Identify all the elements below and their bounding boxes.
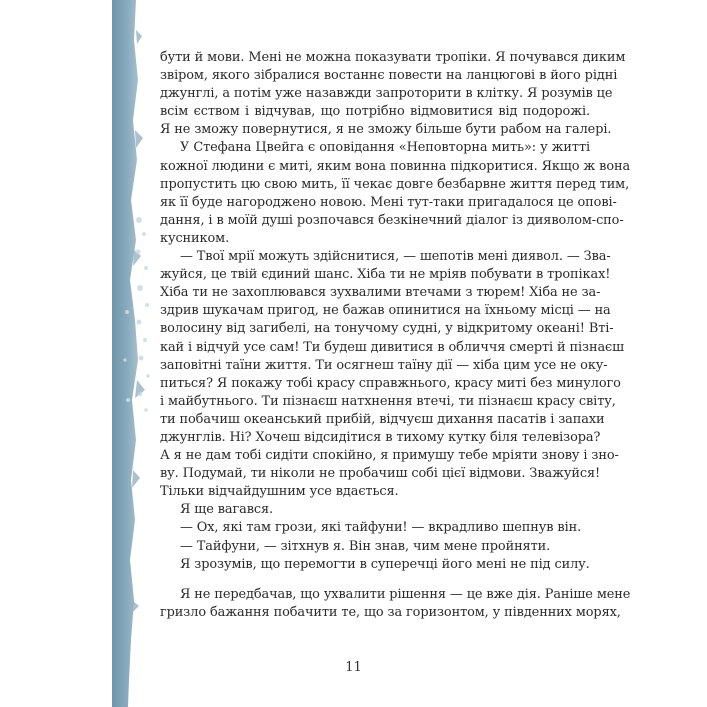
text-line: звіром, якого зібралися востаннє повести на ланцюгові в його рідні <box>160 68 618 84</box>
text-line: волосину від загибелі, на тонучому судні, у відкритому океані! Вті- <box>160 321 614 337</box>
paragraph-first-line: Я ще вагався. <box>180 502 274 518</box>
paragraph-first-line: У Стефана Цвейга є оповідання «Неповторна мить»: у житті <box>180 140 590 156</box>
text-line: пропустить цю свою мить, її чекає довге безбарвне життя перед тим, <box>160 176 630 192</box>
text-line: здрив шукачам пригод, не бажав опинитися на їхньому місці — на <box>160 303 611 319</box>
text-line: Я не зможу повернутися, я не зможу більше бути рабом на галері. <box>160 122 612 138</box>
text-line: Тільки відчайдушним усе вдається. <box>160 484 399 500</box>
text-line: джунглів. Ні? Хочеш відсидітися в тихому кутку біля телевізора? <box>160 429 601 445</box>
paragraph-first-line: — Твої мрії можуть здійснитися, — шепотів мені диявол. — Зва- <box>180 249 611 265</box>
paragraph-first-line: Я не передбачав, що ухвалити рішення — це вже дія. Раніше мене <box>180 586 631 602</box>
text-line: А я не дам тобі сидіти спокійно, я примушу тебе мріяти знову і зно- <box>160 448 619 464</box>
text-line: бути й мови. Мені не можна показувати тропіки. Я почувався диким <box>160 50 626 65</box>
text-line: і майбутнього. Ти пізнаєш натхнення втечі, ти пізнаєш красу світу, <box>160 393 616 409</box>
page-number: 11 <box>345 660 362 675</box>
paragraph-first-line: Я зрозумів, що перемогти в суперечці його мені не під силу. <box>180 556 590 572</box>
section-gap <box>160 574 590 586</box>
text-line: як її буде нагороджено новою. Мені тут-таки пригадалося це опові- <box>160 194 617 210</box>
text-line: ву. Подумай, ти ніколи не пробачиш собі цієї відмови. Зважуйся! <box>160 466 601 482</box>
text-line: всім єством і відчував, що потрібно відмовитися від подорожі. <box>160 104 590 120</box>
text-line: питься? Я покажу тобі красу справжнього, красу миті без минулого <box>160 375 621 391</box>
paragraph-first-line: — Ох, які там грози, які тайфуни! — вкрадливо шепнув він. <box>180 520 582 536</box>
text-line: кай і відчуй усе сам! Ти будеш дивитися в обличчя смерті й пізнаєш <box>160 339 625 355</box>
text-line: ти побачиш океанський прибій, відчуєш дихання пасатів і запахи <box>160 411 605 427</box>
body-text <box>160 49 631 622</box>
text-line: гризло бажання побачити те, що за горизонтом, у південних морях, <box>160 604 621 620</box>
text-line: дання, і в моїй душі розпочався безкінечний діалог із дияволом-спо- <box>160 212 624 228</box>
paragraph-first-line: — Тайфуни, — зітхнув я. Він знав, чим мене пройняти. <box>180 538 551 554</box>
text-line: жуйся, це твій єдиний шанс. Хіба ти не мріяв побувати в тропіках! <box>160 267 611 283</box>
text-line: джунглі, а потім уже назавжди запроторити в клітку. Я розумів це <box>160 86 613 102</box>
text-line: заповітні таїни життя. Ти осягнеш таїну дії — хіба цим усе не оку- <box>160 357 608 373</box>
text-line: Хіба ти не захоплювався зухвалими втечами з тюрем! Хіба не за- <box>160 285 601 301</box>
text-line: кусником. <box>160 230 230 246</box>
text-line: кожної людини є миті, яким вона повинна підкоритися. Якщо ж вона <box>160 158 631 174</box>
